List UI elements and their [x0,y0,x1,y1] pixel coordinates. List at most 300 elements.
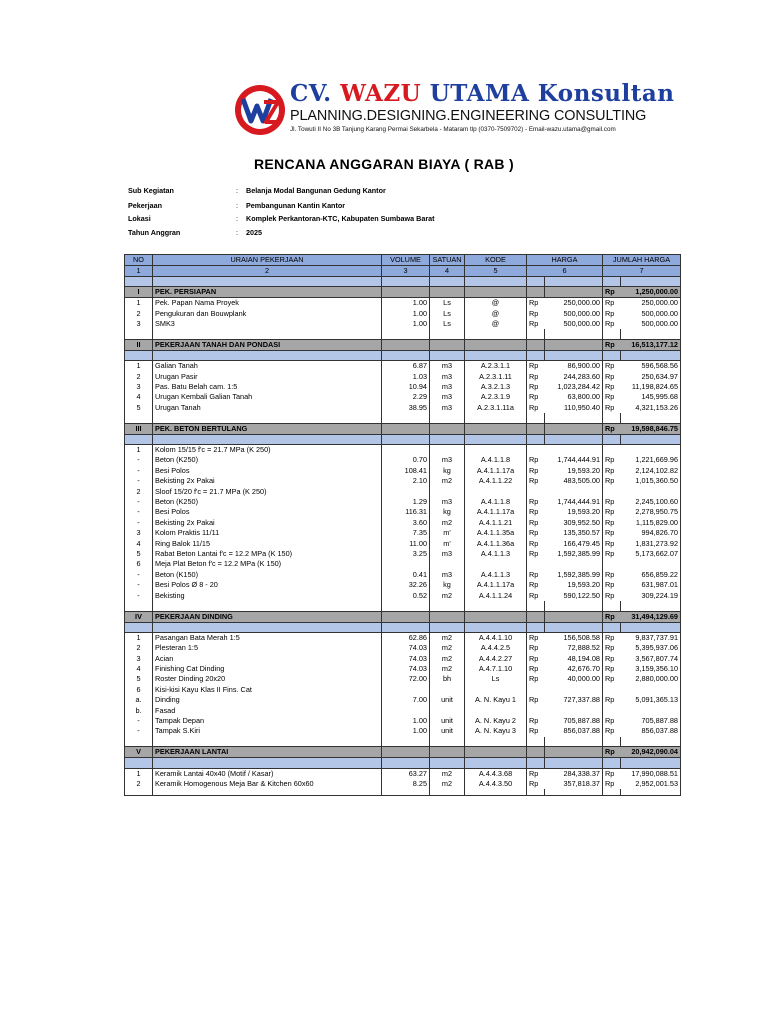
spacer-band-row [125,622,681,632]
item-description: Bekisting 2x Pakai [153,518,382,528]
item-amount: 2,880,000.00 [621,674,681,684]
table-row [125,685,681,695]
item-volume: 1.00 [382,298,430,309]
empty-cell [621,413,681,423]
empty-cell [153,434,382,444]
currency-label: Rp [527,549,545,559]
item-code: @ [465,298,527,309]
item-description: Galian Tanah [153,361,382,372]
empty-cell [545,340,603,351]
item-unit: Ls [430,319,465,329]
currency-label: Rp [603,466,621,476]
item-description: Kolom 15/15 f'c = 21.7 MPa (K 250) [153,445,382,456]
empty-cell [545,351,603,361]
section-row [125,287,681,298]
item-code [465,559,527,569]
section-row [125,423,681,434]
empty-cell [382,434,430,444]
item-volume: 2.10 [382,476,430,486]
item-volume: 1.00 [382,319,430,329]
item-amount: 856,037.88 [621,726,681,736]
empty-cell [527,329,545,339]
empty-cell [527,423,545,434]
currency-label: Rp [527,476,545,486]
empty-cell [430,737,465,747]
section-title: PEKERJAAN DINDING [153,611,382,622]
empty-cell [603,277,621,287]
item-description: Meja Plat Beton f'c = 12.2 MPa (K 150) [153,559,382,569]
table-row [125,486,681,496]
table-row [125,518,681,528]
rab-table [124,254,681,796]
item-price: 110,950.40 [545,403,603,413]
section-total: 16,513,177.12 [621,340,681,351]
item-price: 19,593.20 [545,507,603,517]
empty-cell [545,423,603,434]
item-code: A. N. Kayu 2 [465,716,527,726]
section-title: PEKERJAAN TANAH DAN PONDASI [153,340,382,351]
item-unit: kg [430,466,465,476]
empty-cell [621,434,681,444]
item-number: 4 [125,392,153,402]
item-price: 357,818.37 [545,779,603,789]
item-volume [382,486,430,496]
empty-cell [545,737,603,747]
currency-label [603,705,621,715]
empty-cell [382,737,430,747]
empty-cell [621,737,681,747]
currency-label: Rp [603,674,621,684]
item-number: 6 [125,559,153,569]
item-amount: 2,278,950.75 [621,507,681,517]
currency-label: Rp [527,518,545,528]
item-amount: 250,634.97 [621,371,681,381]
empty-cell [382,340,430,351]
item-code [465,685,527,695]
empty-cell [465,758,527,768]
item-description: Dinding [153,695,382,705]
table-row [125,538,681,548]
empty-cell [382,622,430,632]
empty-cell [153,737,382,747]
item-price: 156,508.58 [545,633,603,644]
item-unit: m3 [430,549,465,559]
table-column-number-row [125,266,681,277]
item-volume: 63.27 [382,768,430,779]
item-unit: m2 [430,518,465,528]
table-row [125,445,681,456]
currency-label: Rp [603,779,621,789]
item-price: 42,676.70 [545,664,603,674]
item-description: Ring Balok 11/15 [153,538,382,548]
currency-label: Rp [603,580,621,590]
company-name: CV. WAZU UTAMA Konsultan [290,80,675,107]
item-volume [382,705,430,715]
empty-cell [603,329,621,339]
header-uraian: URAIAN PEKERJAAN [153,255,382,266]
currency-label [527,486,545,496]
empty-cell [465,287,527,298]
item-unit: bh [430,674,465,684]
currency-label: Rp [603,382,621,392]
item-code: A.4.1.1.22 [465,476,527,486]
item-code: A.4.1.1.17a [465,580,527,590]
currency-label: Rp [527,653,545,663]
currency-label: Rp [603,611,621,622]
item-unit: m3 [430,371,465,381]
item-price: 1,023,284.42 [545,382,603,392]
item-code: A. N. Kayu 3 [465,726,527,736]
item-code: A.4.1.1.24 [465,590,527,600]
table-row [125,653,681,663]
empty-cell [125,277,153,287]
item-unit: m3 [430,382,465,392]
item-description: Fasad [153,705,382,715]
currency-label: Rp [603,392,621,402]
item-number: 2 [125,308,153,318]
empty-cell [430,287,465,298]
item-amount: 309,224.19 [621,590,681,600]
item-volume: 1.03 [382,371,430,381]
table-row [125,382,681,392]
table-row [125,716,681,726]
empty-cell [382,329,430,339]
empty-cell [465,277,527,287]
item-amount: 9,837,737.91 [621,633,681,644]
spacer-band-row [125,434,681,444]
empty-cell [430,747,465,758]
item-unit: m2 [430,633,465,644]
item-unit: kg [430,580,465,590]
currency-label [603,486,621,496]
item-volume: 1.00 [382,716,430,726]
currency-label: Rp [527,403,545,413]
item-amount: 4,321,153.26 [621,403,681,413]
item-price: 483,505.00 [545,476,603,486]
currency-label: Rp [603,455,621,465]
table-row [125,705,681,715]
header-harga: HARGA [527,255,603,266]
item-code: A. N. Kayu 1 [465,695,527,705]
item-amount: 1,115,829.00 [621,518,681,528]
empty-cell [545,611,603,622]
currency-label: Rp [527,580,545,590]
section-total: 19,598,846.75 [621,423,681,434]
empty-cell [545,329,603,339]
empty-cell [527,747,545,758]
item-number: - [125,570,153,580]
section-total: 20,942,090.04 [621,747,681,758]
item-price: 1,744,444.91 [545,497,603,507]
item-code: @ [465,319,527,329]
table-row [125,308,681,318]
item-price: 166,479.45 [545,538,603,548]
currency-label [603,445,621,456]
empty-cell [603,434,621,444]
currency-label: Rp [527,695,545,705]
item-volume: 62.86 [382,633,430,644]
item-unit: unit [430,716,465,726]
currency-label: Rp [527,497,545,507]
item-description: Pek. Papan Nama Proyek [153,298,382,309]
item-volume: 0.52 [382,590,430,600]
empty-cell [545,747,603,758]
item-code: A.4.7.1.10 [465,664,527,674]
colnum-2: 2 [153,266,382,277]
item-number: 5 [125,403,153,413]
currency-label [603,559,621,569]
empty-cell [527,287,545,298]
table-row [125,476,681,486]
item-description: Keramik Lantai 40x40 (Motif / Kasar) [153,768,382,779]
spacer-band-row [125,758,681,768]
currency-label: Rp [603,664,621,674]
table-header-row [125,255,681,266]
item-unit [430,685,465,695]
item-volume: 7.00 [382,695,430,705]
item-number: 1 [125,298,153,309]
currency-label: Rp [603,538,621,548]
currency-label: Rp [527,716,545,726]
empty-cell [527,601,545,611]
empty-cell [382,287,430,298]
item-description: Pas. Batu Belah cam. 1:5 [153,382,382,392]
empty-cell [621,758,681,768]
item-volume: 1.00 [382,308,430,318]
empty-cell [430,277,465,287]
currency-label: Rp [527,319,545,329]
empty-cell [527,611,545,622]
item-code: A.4.1.1.17a [465,466,527,476]
item-price: 1,744,444.91 [545,455,603,465]
item-price: 19,593.20 [545,580,603,590]
empty-cell [621,622,681,632]
table-row [125,403,681,413]
spacer-band-row [125,351,681,361]
item-description: Acian [153,653,382,663]
item-description: Kolom Praktis 11/11 [153,528,382,538]
empty-cell [527,277,545,287]
empty-cell [125,434,153,444]
item-unit: m2 [430,779,465,789]
item-amount [621,705,681,715]
spacer-band-row [125,277,681,287]
item-amount: 5,091,365.13 [621,695,681,705]
header-jumlah: JUMLAH HARGA [603,255,681,266]
section-row [125,340,681,351]
currency-label: Rp [603,518,621,528]
item-amount [621,685,681,695]
currency-label: Rp [603,423,621,434]
item-price [545,705,603,715]
empty-cell [430,423,465,434]
item-description: Pasangan Bata Merah 1:5 [153,633,382,644]
empty-cell [153,413,382,423]
item-amount: 5,173,662.07 [621,549,681,559]
item-number: 1 [125,361,153,372]
item-number: 3 [125,319,153,329]
item-number: 2 [125,486,153,496]
item-amount: 5,395,937.06 [621,643,681,653]
table-row [125,361,681,372]
item-unit: m3 [430,392,465,402]
currency-label: Rp [603,340,621,351]
empty-cell [125,758,153,768]
item-number: - [125,497,153,507]
table-row [125,633,681,644]
item-unit: m' [430,528,465,538]
item-volume: 3.60 [382,518,430,528]
table-row [125,298,681,309]
item-volume: 32.26 [382,580,430,590]
currency-label: Rp [527,507,545,517]
item-code: A.2.3.1.11 [465,371,527,381]
empty-cell [465,351,527,361]
empty-cell [465,747,527,758]
item-unit: m2 [430,476,465,486]
item-number: 4 [125,538,153,548]
item-amount: 2,124,102.82 [621,466,681,476]
item-price: 500,000.00 [545,319,603,329]
currency-label: Rp [603,633,621,644]
item-code: A.4.1.1.8 [465,455,527,465]
item-volume: 3.25 [382,549,430,559]
section-number: I [125,287,153,298]
company-address: Jl. Towuti II No 3B Tanjung Karang Permai Sekarbela - Mataram tlp (0370-7509702) - Email-wazu.utama@gmail.com [290,126,616,133]
item-code: A.3.2.1.3 [465,382,527,392]
item-code: A.4.1.1.35a [465,528,527,538]
empty-cell [382,601,430,611]
item-number: - [125,726,153,736]
item-description: Besi Polos Ø 8 - 20 [153,580,382,590]
empty-cell [153,329,382,339]
item-volume [382,445,430,456]
empty-cell [430,611,465,622]
item-number: 6 [125,685,153,695]
item-number: 1 [125,768,153,779]
header-satuan: SATUAN [430,255,465,266]
empty-cell [382,351,430,361]
currency-label: Rp [603,716,621,726]
table-footer-row [125,789,681,795]
item-unit [430,445,465,456]
item-volume: 72.00 [382,674,430,684]
item-code: A.2.3.1.1 [465,361,527,372]
item-number: - [125,507,153,517]
table-row [125,371,681,381]
item-amount: 2,952,001.53 [621,779,681,789]
item-amount: 145,995.68 [621,392,681,402]
section-number: IV [125,611,153,622]
item-price: 72,888.52 [545,643,603,653]
section-row [125,747,681,758]
item-amount: 705,887.88 [621,716,681,726]
item-unit: m2 [430,590,465,600]
table-row [125,497,681,507]
item-amount: 17,990,088.51 [621,768,681,779]
item-number: 1 [125,633,153,644]
empty-cell [545,601,603,611]
item-unit: Ls [430,308,465,318]
currency-label [527,685,545,695]
empty-cell [603,351,621,361]
empty-cell [545,622,603,632]
item-number: - [125,580,153,590]
empty-cell [153,277,382,287]
item-number: 4 [125,664,153,674]
item-price: 705,887.88 [545,716,603,726]
currency-label: Rp [603,695,621,705]
item-unit [430,559,465,569]
item-volume: 10.94 [382,382,430,392]
empty-cell [527,413,545,423]
empty-cell [527,758,545,768]
empty-cell [382,758,430,768]
item-description: Rabat Beton Lantai f'c = 12.2 MPa (K 150) [153,549,382,559]
item-unit: unit [430,695,465,705]
empty-cell [382,413,430,423]
item-description: Plesteran 1:5 [153,643,382,653]
item-volume: 108.41 [382,466,430,476]
item-amount: 1,221,669.96 [621,455,681,465]
item-code: @ [465,308,527,318]
empty-cell [430,329,465,339]
item-code: A.2.3.1.11a [465,403,527,413]
empty-cell [621,351,681,361]
currency-label: Rp [527,466,545,476]
item-description: Kisi-kisi Kayu Klas II Fins. Cat [153,685,382,695]
empty-cell [430,601,465,611]
currency-label: Rp [603,507,621,517]
item-unit [430,486,465,496]
empty-cell [603,601,621,611]
colnum-1: 1 [125,266,153,277]
item-unit: m2 [430,768,465,779]
item-code: A.4.4.1.10 [465,633,527,644]
item-price [545,486,603,496]
table-row [125,768,681,779]
currency-label: Rp [603,747,621,758]
item-unit: m3 [430,497,465,507]
empty-cell [382,423,430,434]
item-number: 1 [125,445,153,456]
empty-cell [545,277,603,287]
item-amount: 500,000.00 [621,308,681,318]
empty-cell [545,434,603,444]
item-description: Beton (K250) [153,455,382,465]
empty-cell [125,329,153,339]
item-volume: 1.29 [382,497,430,507]
empty-cell [430,340,465,351]
blank-row [125,413,681,423]
header-no: NO [125,255,153,266]
section-title: PEK. BETON BERTULANG [153,423,382,434]
item-price: 86,900.00 [545,361,603,372]
item-price [545,559,603,569]
header-volume: VOLUME [382,255,430,266]
currency-label: Rp [603,590,621,600]
item-code: A.4.4.3.68 [465,768,527,779]
item-volume [382,685,430,695]
item-amount: 1,015,360.50 [621,476,681,486]
item-description: Urugan Kembali Galian Tanah [153,392,382,402]
item-amount: 631,987.01 [621,580,681,590]
empty-cell [382,611,430,622]
item-price: 590,122.50 [545,590,603,600]
empty-cell [125,351,153,361]
empty-cell [125,601,153,611]
table-row [125,695,681,705]
